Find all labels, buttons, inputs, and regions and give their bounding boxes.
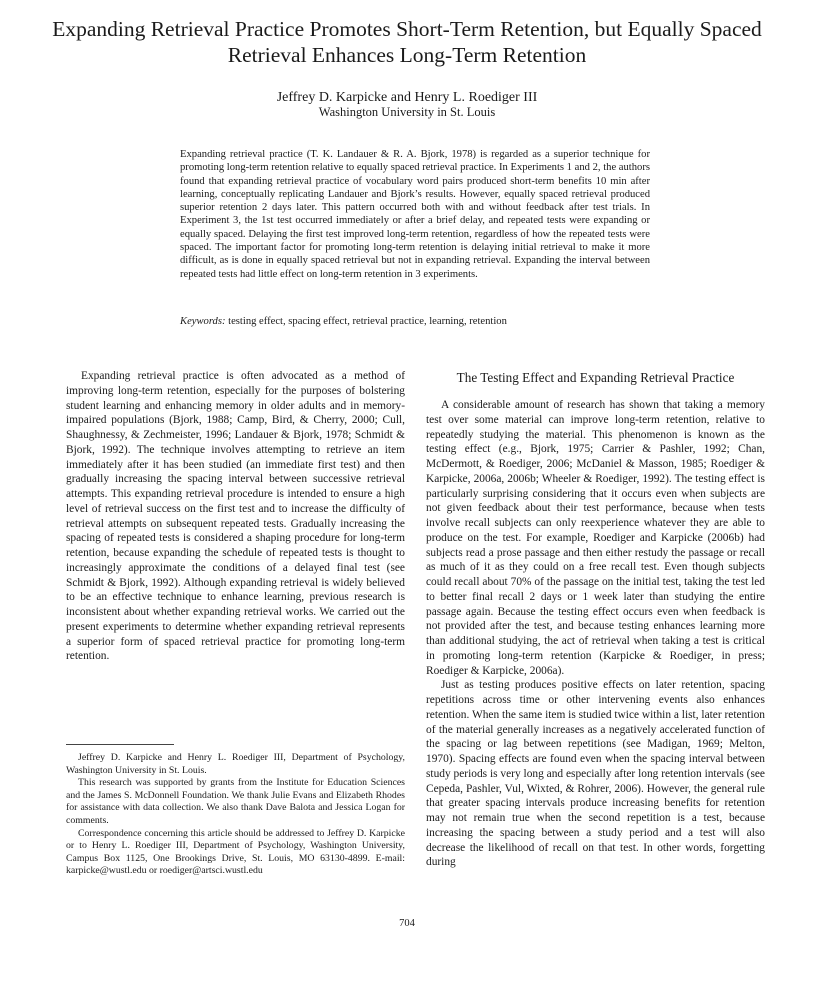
section-heading: The Testing Effect and Expanding Retrieval Practice [456, 370, 735, 385]
abstract: Expanding retrieval practice (T. K. Landauer & R. A. Bjork, 1978) is regarded as a superior technique for promoting long-term retention relative to equally spaced retrieval practice. In Experiments 1 and 2, the authors found that expanding retrieval practice of vocabulary word pairs produced short-term benefits 10 min after learning, conceptually replicating Landauer and Bjork’s results. However, equally spaced retrieval produced superior retention 2 days later. This pattern occurred both with and without feedback after test trials. In Experiment 3, the 1st test occurred immediately or after a brief delay, and repeated tests were expanding or equally spaced. Delaying the first test improved long-term retention, regardless of how the repeated tests were spaced. The important factor for promoting long-term retention is delaying initial retrieval to make it more difficult, as is done in equally spaced retrieval but not in expanding retrieval. Expanding the interval between repeated tests had little effect on long-term retention in 3 experiments. [180, 149, 650, 280]
footnotes [66, 752, 405, 878]
footnote-divider [66, 744, 174, 745]
author-names: Jeffrey D. Karpicke and Henry L. Roediger III [276, 90, 538, 105]
article-title: Expanding Retrieval Practice Promotes Short-Term Retention, but Equally Spaced Retrieval Enhances Long-Term Retention [52, 17, 762, 67]
body-paragraph: Expanding retrieval practice is often advocated as a method of improving long-term retention, especially for the purposes of bolstering student learning and enhancing memory in older adults and in memory-impaired populations (Bjork, 1988; Camp, Bird, & Cherry, 2000; Cull, Shaughnessy, & Zechmeister, 1996; Landauer & Bjork, 1978; Schmidt & Bjork, 1992). The technique involves attempting to retrieve an item immediately after it has been studied (an immediate first test) and then gradually increasing the spacing interval between successive retrieval attempts. This expanding retrieval procedure is intended to ensure a high level of retrieval success on the first test and to increase the difficulty of retrieval attempts on subsequent repeated tests. Gradually increasing the spacing of repeated tests is considered a shaping procedure for long-term retention, because expanding the schedule of repeated tests is thought to increasingly approximate the conditions of a delayed final test (see Schmidt & Bjork, 1992). Although expanding retrieval is widely believed to be an effective technique to enhance learning, previous research is inconsistent about whether expanding retrieval works. We carried out the present experiments to determine whether expanding retrieval represents a superior form of spaced retrieval practice for promoting long-term retention. [66, 370, 405, 663]
body-paragraph: A considerable amount of research has shown that taking a memory test over some material can improve long-term retention, relative to repeatedly studying the material. This phenomenon is known as the testing effect (e.g., Bjork, 1975; Carrier & Pashler, 1992; Chan, McDermott, & Roediger, 2006; McDaniel & Masson, 1985; Roediger & Karpicke, 2006a, 2006b; Wheeler & Roediger, 1992). The testing effect is particularly surprising considering that it occurs even when subjects are not given feedback about their test performance, because when tests involve recall subjects can only reexperience whatever they are able to produce on the test. For example, Roediger and Karpicke (2006b) had subjects read a prose passage and then either restudy the passage or recall as much of it as they could on a free recall test. Even though subjects could recall about 70% of the passage on the initial test, taking the test led to better final recall 2 days or 1 week later than studying the entire passage again. Because the testing effect occurs even when feedback is not provided after the test, and because testing enhances learning more than additional studying, the act of retrieval when taking a test is critical in promoting long-term retention (Karpicke & Roediger, in press; Roediger & Karpicke, 2006a). [426, 399, 765, 677]
body-column-right [426, 398, 765, 870]
footnote-affiliation: Jeffrey D. Karpicke and Henry L. Roediger III, Department of Psychology, Washington University in St. Louis. [66, 752, 405, 776]
author-affiliation: Washington University in St. Louis [318, 105, 496, 119]
keywords [180, 315, 650, 328]
body-paragraph: Just as testing produces positive effects on later retention, spacing repetitions across time or other intervening events also enhances retention. When the same item is studied twice within a list, later retention of the material generally increases as a negatively accelerated function of the spacing or lag between repetitions (see Madigan, 1969; Melton, 1970). Spacing effects are found even when the spacing interval between study periods is very long and especially after long retention intervals (see Cepeda, Pashler, Vul, Wixted, & Rohrer, 2006). However, the general rule that greater spacing intervals produce increasing benefits for retention may not remain true when the second repetition is a test, because increasing the spacing between a study period and a test will also decrease the likelihood of recall on that test. In other words, forgetting during [426, 679, 765, 869]
keywords-text: testing effect, spacing effect, retrieval practice, learning, retention [225, 316, 507, 327]
footnote-correspondence: Correspondence concerning this article should be addressed to Jeffrey D. Karpicke or to Henry L. Roediger III, Department of Psychology, Washington University, Campus Box 1125, One Brookings Drive, St. Louis, MO 63130-4899. E-mail: karpicke@wustl.edu or roediger@artsci.wustl.edu [66, 827, 405, 877]
keywords-label: Keywords: [180, 316, 226, 327]
footnote-funding: This research was supported by grants from the Institute for Education Sciences and the James S. McDonnell Foundation. We thank Julie Evans and Elizabeth Rhodes for assistance with data collection. We also thank Dave Balota and Jessica Logan for comments. [66, 777, 405, 826]
body-column-left [66, 369, 405, 664]
page-number: 704 [399, 918, 415, 929]
